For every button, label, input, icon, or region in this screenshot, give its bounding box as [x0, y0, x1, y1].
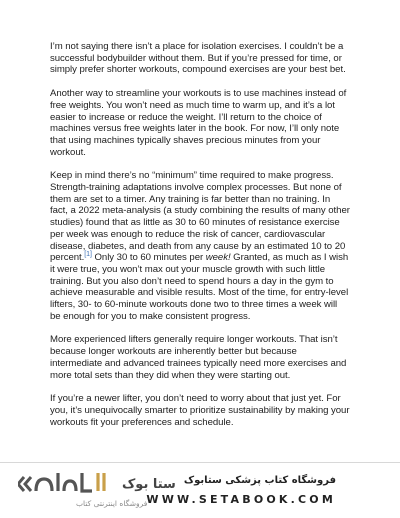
paragraph-minimum-time [50, 170, 350, 322]
paragraph-minimum-time-part3: Granted, as much as I wish it were true, you won’t max out your muscle growth with such little training. But you also don’t need to spend hours a day in the gym to achieve measurable and visible results. Most of the time, for entry-level lifters, 30- to 60-minute workouts done two to three times a week will be enough for you to make consistent progress. [50, 252, 349, 322]
paragraph-isolation-exercises: I’m not saying there isn’t a place for isolation exercises. I couldn’t be a successful bodybuilder without them. But if you’re pressed for time, or simply prefer shorter workouts, compound exercises are your best bet. [50, 41, 346, 76]
paragraph-minimum-time-part1: Keep in mind there’s no “minimum” time required to make progress. Strength-training adaptations involve complex processes. But none of them are set to a timer. Any training is far better than no training. In fact, a 2022 meta-analysis (a study combining the results of many other studies) found that as little as 30 to 60 minutes of resistance exercise per week was enough to reduce the risk of cancer, cardiovascular disease, diabetes, and death from any cause by an estimated 10 to 20 percent. [50, 170, 350, 264]
emphasis-week: week! [205, 252, 231, 264]
footnote-link[interactable]: [1] [84, 251, 92, 259]
paragraph-experienced-lifters: More experienced lifters generally require longer workouts. That isn’t because longer workouts are inherently better but because intermediate and advanced trainees typically need more exercises and more total sets than they did when they were starting out. [50, 334, 347, 381]
shop-name: فروشگاه کتاب پزشکی ستابوک [183, 475, 336, 486]
page-body [50, 41, 350, 440]
setabook-logo-icon [18, 469, 118, 499]
logo-text: ستا بوک [122, 477, 176, 492]
shop-url[interactable]: WWW.SETABOOK.COM [146, 493, 336, 506]
paragraph-minimum-time-part2: Only 30 to 60 minutes per [91, 252, 206, 264]
setabook-logo [18, 469, 176, 511]
logo-tagline: فروشگاه اینترنتی کتاب [76, 499, 148, 508]
paragraph-newer-lifter: If you’re a newer lifter, you don’t need to worry about that just yet. For you, it’s unequivocally smarter to prioritize sustainability by making your workouts fit your preferences and schedule. [50, 393, 350, 428]
watermark-footer [0, 462, 400, 518]
paragraph-machines: Another way to streamline your workouts is to use machines instead of free weights. You won’t need as much time to warm up, and it’s a lot easier to increase or reduce the weight. I’ll return to the choice of machines versus free weights later in the book. For now, I’ll only note that using machines typically shaves precious minutes from your workout. [50, 88, 347, 158]
